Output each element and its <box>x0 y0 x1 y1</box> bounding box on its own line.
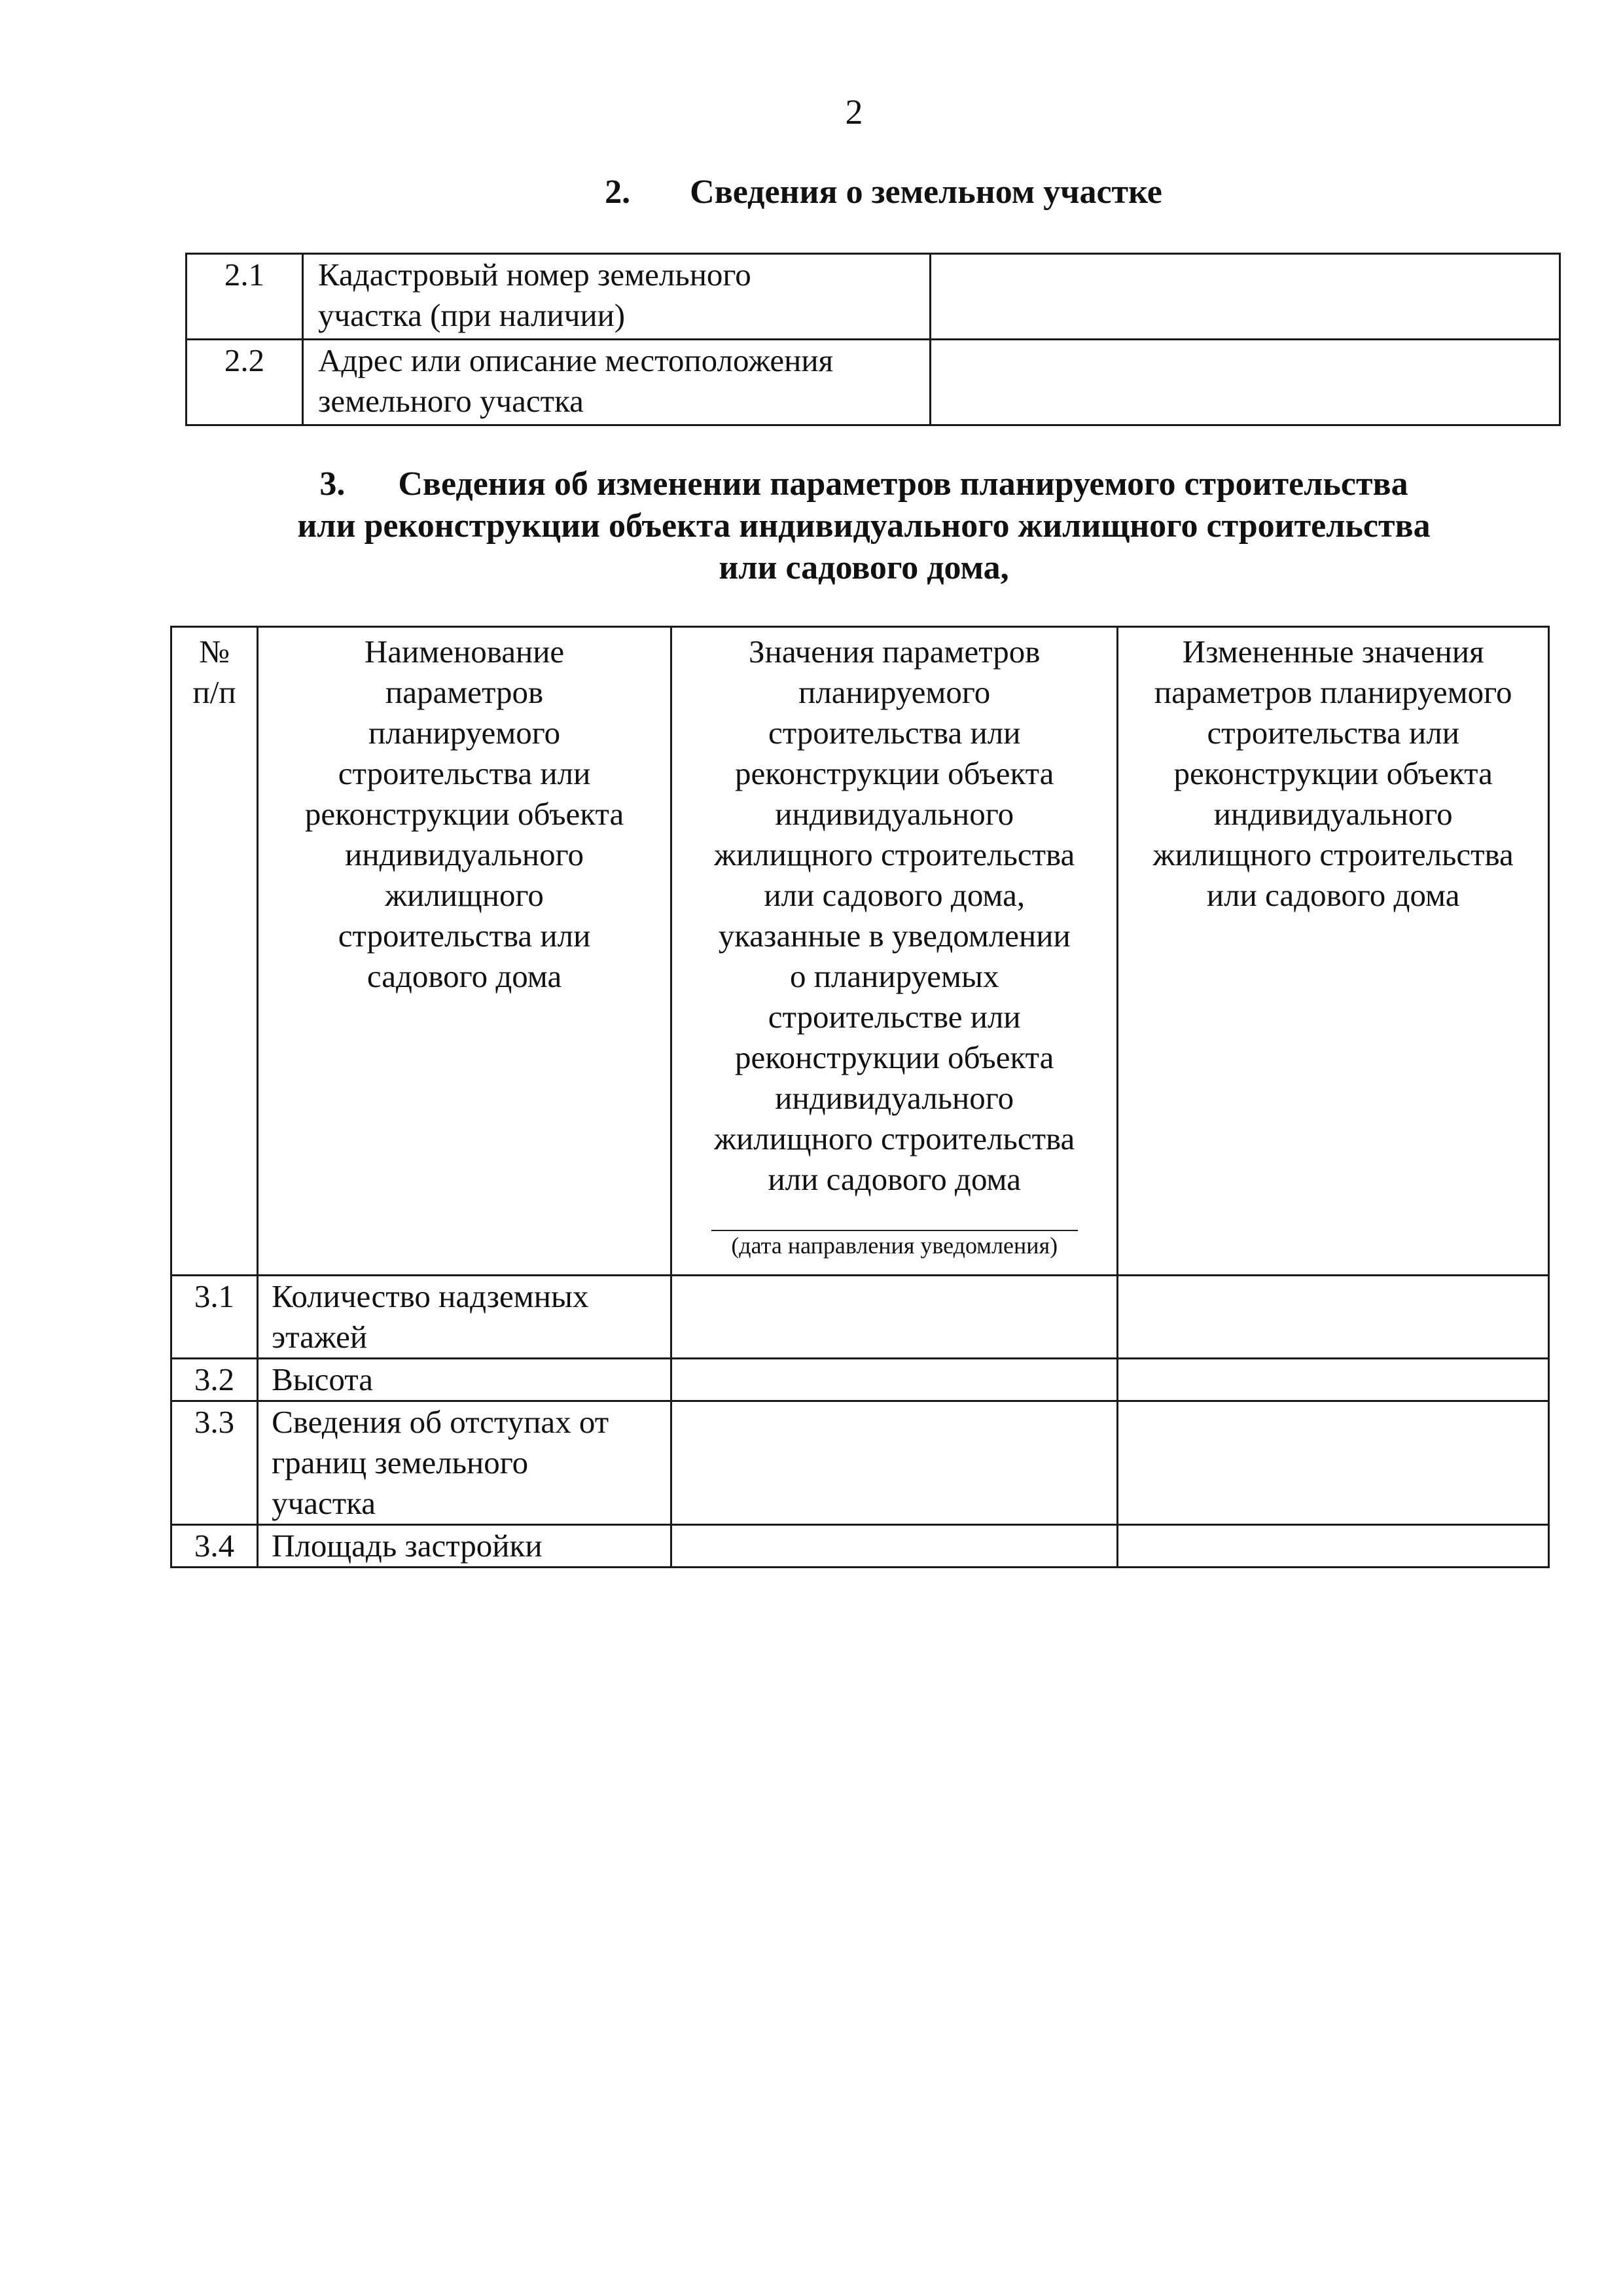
row-label-line: Высота <box>272 1361 374 1397</box>
header-parameter-name <box>258 627 671 1276</box>
header-line: планируемого <box>798 674 991 710</box>
header-line: или садового дома <box>768 1161 1021 1197</box>
section-3-heading <box>249 463 1479 589</box>
page-number: 2 <box>845 92 863 132</box>
header-line: строительстве или <box>768 999 1021 1035</box>
header-original-values <box>671 627 1118 1276</box>
header-line: Наименование <box>364 634 565 670</box>
date-caption: (дата направления уведомления) <box>731 1232 1058 1259</box>
changed-value-cell[interactable] <box>1118 1401 1549 1525</box>
table-row <box>187 254 1560 340</box>
header-line: жилищного строительства <box>714 836 1075 872</box>
header-line: реконструкции объекта <box>735 755 1054 791</box>
header-line: или садового дома, <box>764 877 1026 913</box>
section-3-title-text: Сведения об изменении параметров планируемого строительства <box>398 465 1408 503</box>
row-label <box>258 1525 671 1568</box>
header-num <box>171 627 258 1276</box>
header-line: реконструкции объекта <box>1173 755 1493 791</box>
original-value-cell[interactable] <box>671 1401 1118 1525</box>
table-row <box>171 1525 1549 1568</box>
header-line: строительства или <box>1207 715 1459 751</box>
changed-value-cell[interactable] <box>1118 1525 1549 1568</box>
header-line: строительства или <box>338 755 591 791</box>
row-label <box>258 1276 671 1359</box>
address-field[interactable] <box>931 340 1560 425</box>
header-line: индивидуального <box>1213 796 1453 832</box>
section-3-title-line-1 <box>249 463 1479 505</box>
row-label-line: Адрес или описание местоположения <box>318 342 834 378</box>
header-line: строительства или <box>338 918 591 954</box>
header-line: индивидуального <box>775 1080 1014 1116</box>
section-2-title: Сведения о земельном участке <box>690 173 1162 211</box>
row-number: 2.1 <box>187 254 303 340</box>
header-line: реконструкции объекта <box>304 796 624 832</box>
row-label-line: Сведения об отступах от <box>272 1404 609 1440</box>
header-line: указанные в уведомлении <box>718 918 1071 954</box>
header-line: жилищного строительства <box>1152 836 1514 872</box>
table-row <box>187 340 1560 425</box>
row-label-line: границ земельного <box>272 1444 529 1480</box>
row-label <box>303 254 931 340</box>
original-value-cell[interactable] <box>671 1525 1118 1568</box>
row-label-line: земельного участка <box>318 383 584 419</box>
section-3-title-line-2: или реконструкции объекта индивидуального жилищного строительства <box>297 507 1431 545</box>
row-label-line: Кадастровый номер земельного <box>318 257 751 293</box>
table-row <box>171 1401 1549 1525</box>
section-2-heading <box>0 171 1623 213</box>
changed-value-cell[interactable] <box>1118 1359 1549 1401</box>
row-label <box>258 1401 671 1525</box>
original-value-cell[interactable] <box>671 1276 1118 1359</box>
changed-value-cell[interactable] <box>1118 1276 1549 1359</box>
section-3-number: 3. <box>319 465 346 503</box>
header-line: или садового дома <box>1206 877 1460 913</box>
header-line: садового дома <box>366 958 562 994</box>
row-label <box>258 1359 671 1401</box>
header-line: Значения параметров <box>749 634 1041 670</box>
row-number: 2.2 <box>187 340 303 425</box>
header-line: реконструкции объекта <box>735 1039 1054 1075</box>
header-changed-values <box>1118 627 1549 1276</box>
row-label-line: Площадь застройки <box>272 1528 543 1564</box>
table-row <box>171 1276 1549 1359</box>
header-num-line: № <box>199 634 230 670</box>
header-line: планируемого <box>368 715 561 751</box>
original-value-cell[interactable] <box>671 1359 1118 1401</box>
parameters-table <box>170 626 1550 1568</box>
header-line: индивидуального <box>345 836 584 872</box>
row-label-line: участка <box>272 1485 376 1521</box>
row-label-line: Количество надземных <box>272 1278 589 1314</box>
land-plot-table <box>185 253 1561 426</box>
header-line: параметров планируемого <box>1154 674 1512 710</box>
header-line: индивидуального <box>775 796 1014 832</box>
row-label-line: этажей <box>272 1319 368 1355</box>
header-line: Измененные значения <box>1182 634 1484 670</box>
header-line: жилищного <box>385 877 544 913</box>
section-3-title-line-3: или садового дома, <box>719 549 1009 586</box>
section-2-number: 2. <box>605 173 631 211</box>
row-number: 3.1 <box>171 1276 258 1359</box>
header-line: параметров <box>385 674 544 710</box>
row-number: 3.4 <box>171 1525 258 1568</box>
header-line: строительства или <box>768 715 1021 751</box>
table-row <box>171 1359 1549 1401</box>
header-num-line: п/п <box>192 674 236 710</box>
row-label-line: участка (при наличии) <box>318 297 626 333</box>
header-line: жилищного строительства <box>714 1121 1075 1157</box>
row-label <box>303 340 931 425</box>
cadastral-number-field[interactable] <box>931 254 1560 340</box>
row-number: 3.3 <box>171 1401 258 1525</box>
row-number: 3.2 <box>171 1359 258 1401</box>
header-line: о планируемых <box>789 958 999 994</box>
table-header-row <box>171 627 1549 1276</box>
